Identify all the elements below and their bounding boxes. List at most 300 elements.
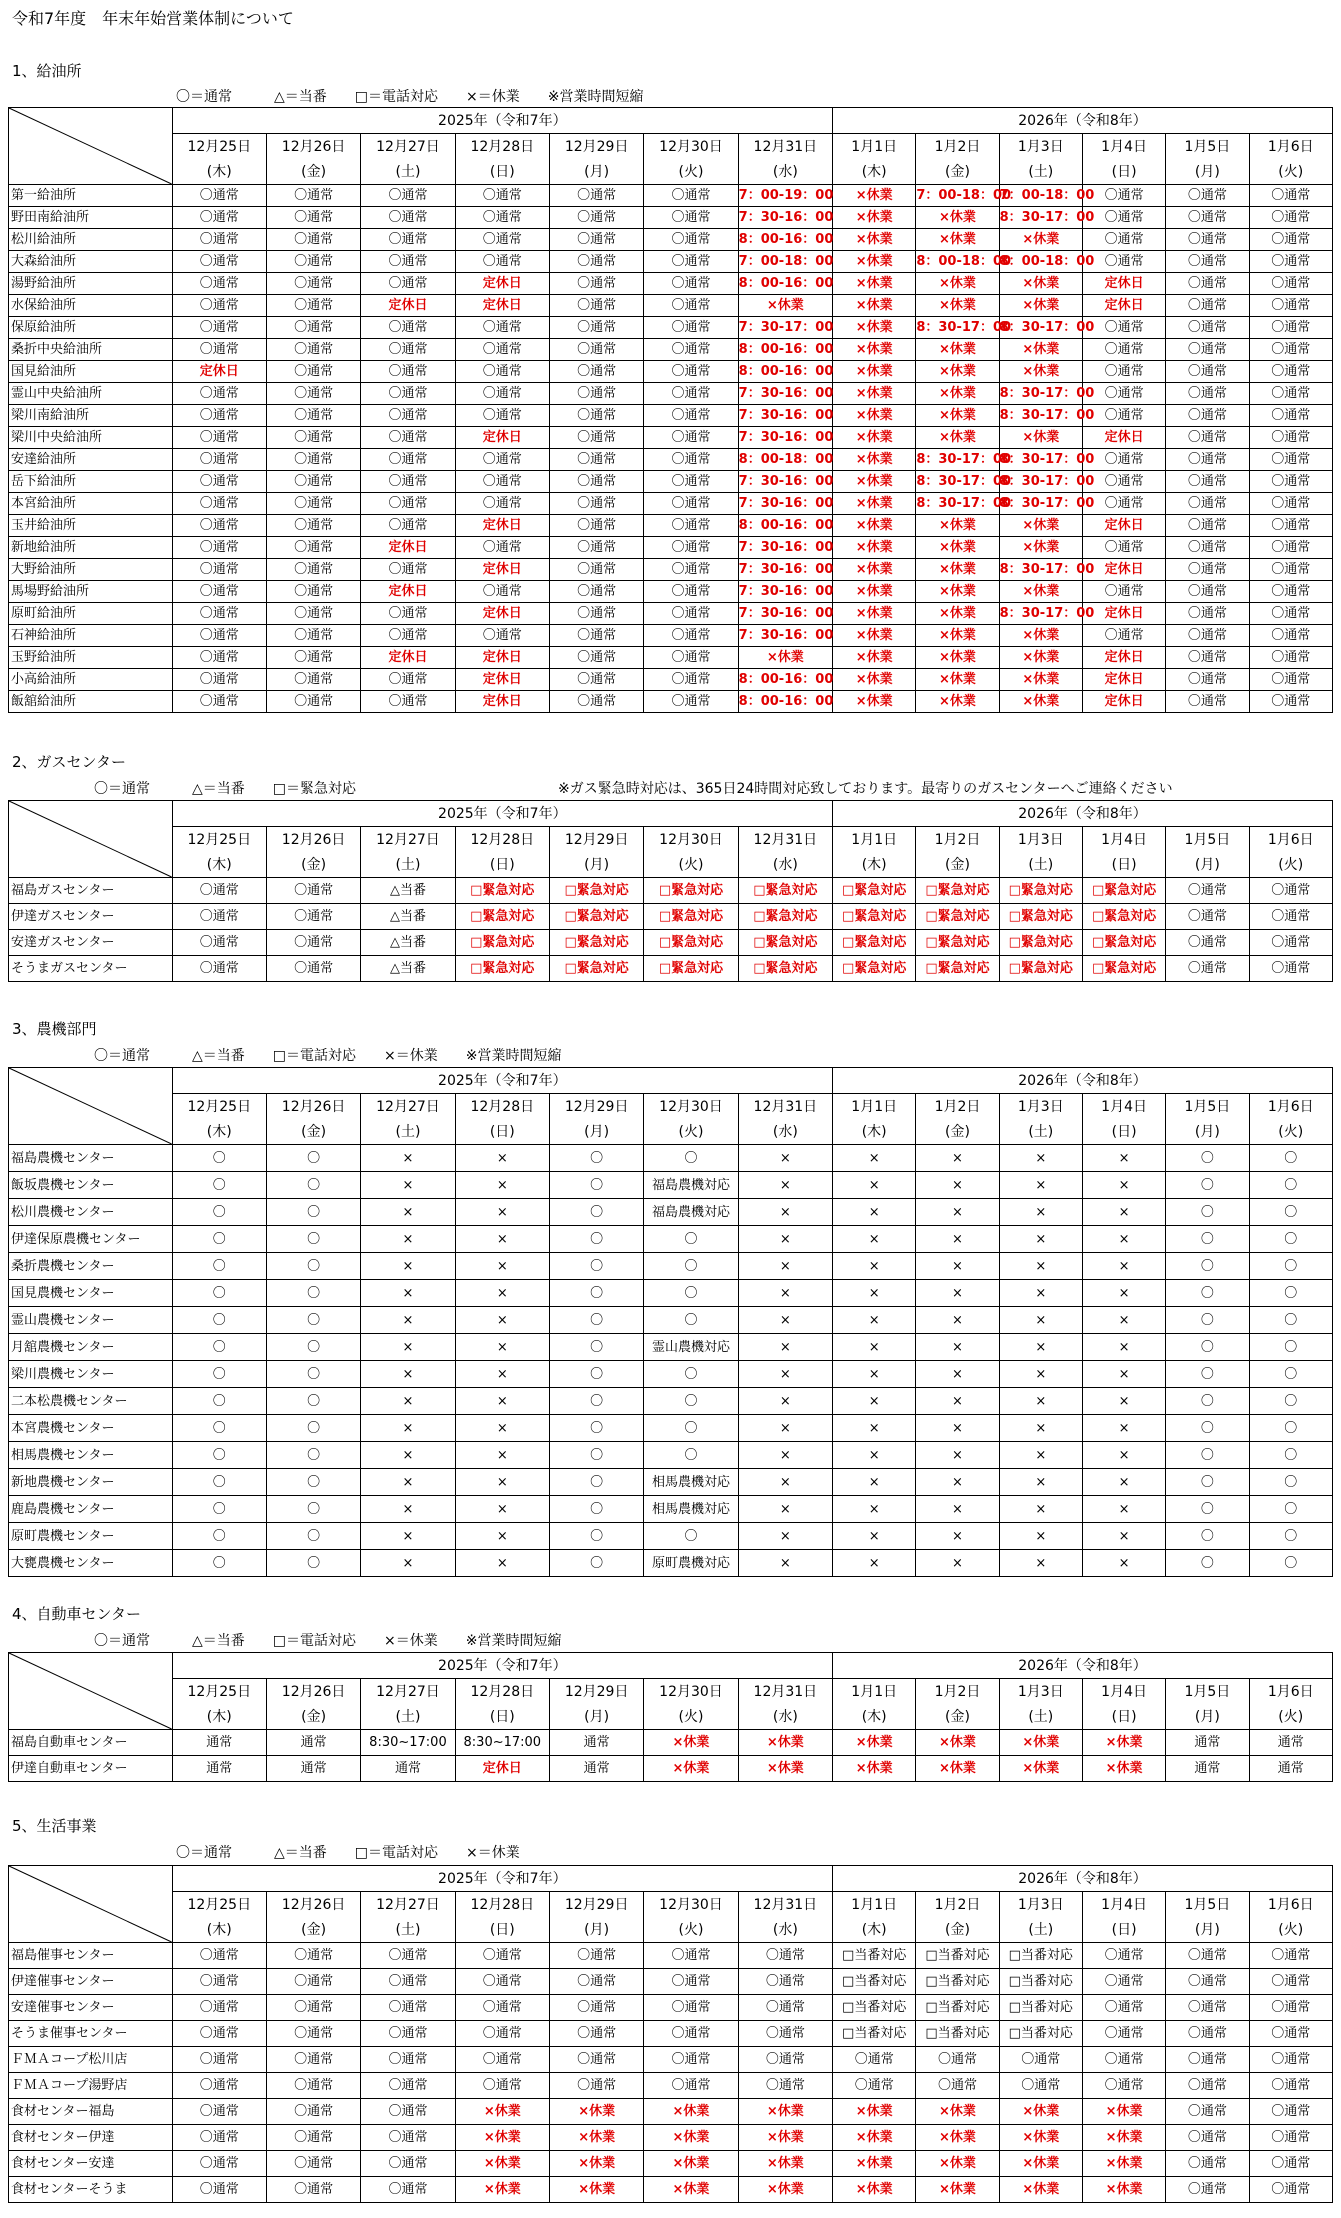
date-header: 1月3日 — [999, 1094, 1082, 1120]
status-cell: 〇 — [644, 1415, 738, 1442]
status-cell: 〇通常 — [1249, 2125, 1332, 2151]
legend-gas: 〇＝通常 △＝当番 □＝緊急対応 — [94, 781, 356, 797]
status-cell: 7：30-16：00 — [738, 559, 832, 581]
row-name-cell: 玉野給油所 — [9, 647, 173, 669]
weekday-header: (土) — [361, 1918, 455, 1943]
status-cell: 定休日 — [1082, 647, 1165, 669]
status-cell: 通常 — [266, 1730, 360, 1756]
status-cell: 〇 — [266, 1496, 360, 1523]
status-cell: 〇通常 — [1249, 317, 1332, 339]
weekday-header: (金) — [916, 1705, 999, 1730]
status-cell: 〇通常 — [1249, 2177, 1332, 2203]
status-cell: 〇通常 — [1166, 2125, 1249, 2151]
status-cell: 〇通常 — [1166, 471, 1249, 493]
status-cell: 〇通常 — [455, 1943, 549, 1969]
status-cell: 〇通常 — [1166, 2151, 1249, 2177]
table-row — [9, 904, 1333, 930]
status-cell: 〇 — [172, 1226, 266, 1253]
status-cell: 〇 — [1166, 1496, 1249, 1523]
status-cell: ×休業 — [833, 559, 916, 581]
status-cell: 〇通常 — [1166, 1995, 1249, 2021]
row-name-cell: 霊山農機センター — [9, 1307, 173, 1334]
status-cell: □緊急対応 — [455, 956, 549, 982]
weekday-header: (土) — [999, 853, 1082, 878]
status-cell: ×休業 — [833, 2125, 916, 2151]
status-cell: 〇通常 — [644, 471, 738, 493]
life-business-table — [8, 1865, 1333, 2203]
status-cell: ×休業 — [916, 2125, 999, 2151]
table-row — [9, 2099, 1333, 2125]
status-cell: 〇通常 — [1166, 185, 1249, 207]
status-cell: ×休業 — [999, 295, 1082, 317]
status-cell: 相馬農機対応 — [644, 1469, 738, 1496]
status-cell: × — [833, 1172, 916, 1199]
status-cell: 〇通常 — [1166, 2099, 1249, 2125]
status-cell: 〇通常 — [1082, 493, 1165, 515]
status-cell: □当番対応 — [833, 2021, 916, 2047]
status-cell: 〇通常 — [549, 2021, 643, 2047]
status-cell: 〇通常 — [455, 339, 549, 361]
status-cell: 〇通常 — [266, 2151, 360, 2177]
status-cell: 定休日 — [1082, 295, 1165, 317]
status-cell: 7：30-16：00 — [738, 603, 832, 625]
status-cell: 〇通常 — [1082, 625, 1165, 647]
status-cell: 〇通常 — [1249, 2021, 1332, 2047]
row-name-cell: 飯舘給油所 — [9, 691, 173, 713]
status-cell: 〇 — [1166, 1280, 1249, 1307]
status-cell: 〇通常 — [738, 1943, 832, 1969]
status-cell: 〇通常 — [916, 2073, 999, 2099]
status-cell: ×休業 — [738, 1730, 832, 1756]
status-cell: × — [455, 1199, 549, 1226]
status-cell: × — [1082, 1442, 1165, 1469]
year-2026-header: 2026年（令和8年） — [833, 1866, 1333, 1892]
weekday-header: (土) — [361, 853, 455, 878]
status-cell: 〇通常 — [266, 361, 360, 383]
status-cell: × — [999, 1280, 1082, 1307]
status-cell: 〇 — [549, 1415, 643, 1442]
status-cell: ×休業 — [1082, 2125, 1165, 2151]
status-cell: 〇通常 — [266, 2073, 360, 2099]
status-cell: 〇通常 — [1166, 904, 1249, 930]
status-cell: × — [999, 1361, 1082, 1388]
status-cell: 〇通常 — [644, 383, 738, 405]
status-cell: × — [738, 1307, 832, 1334]
status-cell: 〇通常 — [1082, 2047, 1165, 2073]
status-cell: 〇通常 — [266, 1943, 360, 1969]
status-cell: 〇通常 — [1082, 2021, 1165, 2047]
weekday-header: (木) — [833, 1120, 916, 1145]
status-cell: ×休業 — [833, 625, 916, 647]
status-cell: 8：30-17：00 — [916, 471, 999, 493]
status-cell: 8：00-16：00 — [738, 339, 832, 361]
status-cell: ×休業 — [549, 2151, 643, 2177]
weekday-header: (土) — [999, 1918, 1082, 1943]
status-cell: 〇通常 — [549, 2073, 643, 2099]
legend-fuel: 〇＝通常 △＝当番 □＝電話対応 ×＝休業 ※営業時間短縮 — [176, 89, 644, 105]
diagonal-line — [9, 801, 172, 877]
status-cell: × — [833, 1388, 916, 1415]
status-cell: × — [738, 1334, 832, 1361]
weekday-header: (木) — [833, 160, 916, 185]
status-cell: 定休日 — [361, 647, 455, 669]
table-row — [9, 625, 1333, 647]
status-cell: 7：30-16：00 — [738, 383, 832, 405]
status-cell: 〇 — [1166, 1550, 1249, 1577]
status-cell: □緊急対応 — [916, 904, 999, 930]
status-cell: × — [916, 1307, 999, 1334]
status-cell: × — [455, 1307, 549, 1334]
year-2025-header: 2025年（令和7年） — [172, 1866, 832, 1892]
row-name-cell: 食材センターそうま — [9, 2177, 173, 2203]
status-cell: 〇通常 — [644, 581, 738, 603]
date-header: 12月26日 — [266, 1679, 360, 1705]
status-cell: × — [916, 1280, 999, 1307]
weekday-header: (木) — [172, 1918, 266, 1943]
row-name-cell: 本宮給油所 — [9, 493, 173, 515]
status-cell: ×休業 — [999, 2177, 1082, 2203]
status-cell: 〇通常 — [266, 1969, 360, 1995]
status-cell: 〇通常 — [1166, 2021, 1249, 2047]
status-cell: □緊急対応 — [738, 956, 832, 982]
status-cell: 原町農機対応 — [644, 1550, 738, 1577]
status-cell: ×休業 — [999, 581, 1082, 603]
status-cell: × — [455, 1226, 549, 1253]
table-row — [9, 493, 1333, 515]
date-header: 12月28日 — [455, 134, 549, 160]
status-cell: 8:30~17:00 — [361, 1730, 455, 1756]
status-cell: 定休日 — [361, 581, 455, 603]
row-name-cell: 松川給油所 — [9, 229, 173, 251]
row-name-cell: 原町給油所 — [9, 603, 173, 625]
status-cell: 〇通常 — [266, 339, 360, 361]
status-cell: × — [1082, 1415, 1165, 1442]
status-cell: 8:30~17:00 — [455, 1730, 549, 1756]
status-cell: 〇通常 — [172, 2151, 266, 2177]
status-cell: × — [361, 1496, 455, 1523]
status-cell: 〇通常 — [1166, 956, 1249, 982]
status-cell: □緊急対応 — [1082, 930, 1165, 956]
status-cell: □緊急対応 — [833, 930, 916, 956]
status-cell: ×休業 — [916, 2151, 999, 2177]
status-cell: 〇通常 — [644, 691, 738, 713]
row-name-cell: 湯野給油所 — [9, 273, 173, 295]
status-cell: 〇通常 — [549, 229, 643, 251]
date-header: 12月29日 — [549, 1094, 643, 1120]
status-cell: ×休業 — [1082, 1730, 1165, 1756]
status-cell: × — [361, 1415, 455, 1442]
status-cell: 〇 — [266, 1388, 360, 1415]
section-title-agri: 3、農機部門 — [12, 1020, 97, 1038]
status-cell: × — [833, 1442, 916, 1469]
status-cell: ×休業 — [833, 1730, 916, 1756]
row-name-cell: 安達催事センター — [9, 1995, 173, 2021]
status-cell: × — [916, 1334, 999, 1361]
status-cell: 定休日 — [1082, 559, 1165, 581]
status-cell: 〇通常 — [172, 2177, 266, 2203]
status-cell: × — [999, 1172, 1082, 1199]
table-row — [9, 1730, 1333, 1756]
row-name-cell: 大森給油所 — [9, 251, 173, 273]
status-cell: 〇通常 — [644, 251, 738, 273]
status-cell: × — [1082, 1280, 1165, 1307]
status-cell: 〇通常 — [999, 2073, 1082, 2099]
status-cell: 〇通常 — [738, 2047, 832, 2073]
status-cell: □緊急対応 — [644, 956, 738, 982]
status-cell: × — [833, 1253, 916, 1280]
status-cell: □当番対応 — [999, 2021, 1082, 2047]
row-name-cell: そうまガスセンター — [9, 956, 173, 982]
date-header: 1月4日 — [1082, 1892, 1165, 1918]
status-cell: 〇通常 — [266, 383, 360, 405]
weekday-header: (日) — [1082, 1120, 1165, 1145]
table-row — [9, 1496, 1333, 1523]
status-cell: 〇 — [1166, 1199, 1249, 1226]
status-cell: 7：30-16：00 — [738, 405, 832, 427]
date-header: 1月1日 — [833, 134, 916, 160]
weekday-header: (土) — [361, 1705, 455, 1730]
status-cell: 〇通常 — [1249, 251, 1332, 273]
status-cell: × — [1082, 1253, 1165, 1280]
status-cell: ×休業 — [833, 185, 916, 207]
status-cell: 〇通常 — [361, 691, 455, 713]
status-cell: 〇通常 — [549, 185, 643, 207]
status-cell: × — [833, 1199, 916, 1226]
status-cell: 〇通常 — [644, 537, 738, 559]
status-cell: 〇通常 — [644, 229, 738, 251]
status-cell: ×休業 — [999, 669, 1082, 691]
row-name-cell: 桑折中央給油所 — [9, 339, 173, 361]
status-cell: 〇通常 — [172, 537, 266, 559]
status-cell: 〇通常 — [266, 537, 360, 559]
weekday-header: (日) — [1082, 160, 1165, 185]
weekday-header: (火) — [1249, 1918, 1332, 1943]
date-header: 1月2日 — [916, 827, 999, 853]
status-cell: × — [738, 1442, 832, 1469]
status-cell: × — [361, 1172, 455, 1199]
row-name-cell: 原町農機センター — [9, 1523, 173, 1550]
status-cell: × — [833, 1226, 916, 1253]
status-cell: ×休業 — [916, 427, 999, 449]
status-cell: × — [455, 1172, 549, 1199]
status-cell: 通常 — [1249, 1756, 1332, 1782]
status-cell: 〇通常 — [1082, 471, 1165, 493]
year-2025-header: 2025年（令和7年） — [172, 108, 832, 134]
status-cell: 〇 — [266, 1523, 360, 1550]
status-cell: 8：00-16：00 — [738, 273, 832, 295]
weekday-header: (日) — [455, 1705, 549, 1730]
status-cell: 〇 — [644, 1442, 738, 1469]
status-cell: 7：30-16：00 — [738, 625, 832, 647]
table-row — [9, 185, 1333, 207]
status-cell: 定休日 — [455, 1756, 549, 1782]
status-cell: 〇通常 — [1082, 361, 1165, 383]
status-cell: 〇通常 — [266, 2021, 360, 2047]
status-cell: × — [916, 1361, 999, 1388]
status-cell: 〇 — [1249, 1442, 1332, 1469]
status-cell: 〇通常 — [1249, 625, 1332, 647]
date-header: 12月25日 — [172, 1892, 266, 1918]
status-cell: × — [455, 1388, 549, 1415]
status-cell: 〇通常 — [644, 273, 738, 295]
weekday-header: (木) — [833, 1705, 916, 1730]
date-header: 12月28日 — [455, 1679, 549, 1705]
date-header: 1月3日 — [999, 134, 1082, 160]
status-cell: 〇通常 — [361, 2177, 455, 2203]
status-cell: 〇 — [172, 1442, 266, 1469]
corner-cell — [9, 108, 173, 185]
status-cell: 〇通常 — [1249, 537, 1332, 559]
status-cell: 〇通常 — [266, 603, 360, 625]
status-cell: 〇通常 — [1082, 581, 1165, 603]
status-cell: 〇通常 — [361, 2125, 455, 2151]
status-cell: × — [1082, 1172, 1165, 1199]
status-cell: 〇通常 — [361, 361, 455, 383]
status-cell: ×休業 — [999, 2099, 1082, 2125]
status-cell: 〇通常 — [266, 581, 360, 603]
status-cell: 〇通常 — [266, 207, 360, 229]
row-name-cell: 玉井給油所 — [9, 515, 173, 537]
status-cell: ×休業 — [833, 2099, 916, 2125]
status-cell: 〇 — [1249, 1145, 1332, 1172]
date-header-row — [9, 1892, 1333, 1918]
diagonal-line — [9, 1866, 172, 1942]
status-cell: 〇通常 — [361, 405, 455, 427]
table-row — [9, 1307, 1333, 1334]
status-cell: □緊急対応 — [738, 878, 832, 904]
table-row — [9, 405, 1333, 427]
status-cell: 〇 — [172, 1388, 266, 1415]
status-cell: × — [916, 1253, 999, 1280]
status-cell: 〇通常 — [549, 1995, 643, 2021]
status-cell: ×休業 — [455, 2125, 549, 2151]
status-cell: 7：00-19：00 — [738, 185, 832, 207]
date-header: 1月6日 — [1249, 1679, 1332, 1705]
section-title-auto: 4、自動車センター — [12, 1605, 141, 1623]
date-header: 12月25日 — [172, 1679, 266, 1705]
row-name-cell: 新地農機センター — [9, 1469, 173, 1496]
status-cell: 〇通常 — [266, 515, 360, 537]
year-2026-header: 2026年（令和8年） — [833, 1068, 1333, 1094]
status-cell: 〇通常 — [455, 405, 549, 427]
status-cell: 〇通常 — [1166, 427, 1249, 449]
status-cell: ×休業 — [1082, 1756, 1165, 1782]
weekday-header: (金) — [266, 1918, 360, 1943]
status-cell: 〇通常 — [455, 2073, 549, 2099]
status-cell: □緊急対応 — [1082, 878, 1165, 904]
status-cell: 8：30-17：00 — [916, 449, 999, 471]
status-cell: 〇 — [549, 1469, 643, 1496]
weekday-header: (土) — [361, 160, 455, 185]
status-cell: 〇通常 — [361, 273, 455, 295]
date-header: 12月27日 — [361, 1679, 455, 1705]
year-2025-header: 2025年（令和7年） — [172, 1068, 832, 1094]
status-cell: 〇通常 — [172, 317, 266, 339]
status-cell: 〇通常 — [549, 559, 643, 581]
status-cell: ×休業 — [916, 1730, 999, 1756]
weekday-header: (月) — [1166, 1120, 1249, 1145]
weekday-header: (火) — [644, 1120, 738, 1145]
status-cell: 〇通常 — [549, 449, 643, 471]
status-cell: 〇 — [172, 1523, 266, 1550]
section-title-life: 5、生活事業 — [12, 1817, 97, 1835]
status-cell: × — [916, 1523, 999, 1550]
status-cell: × — [916, 1199, 999, 1226]
status-cell: 〇通常 — [266, 930, 360, 956]
status-cell: 〇通常 — [361, 2073, 455, 2099]
status-cell: 〇通常 — [549, 669, 643, 691]
status-cell: 8：00-18：00 — [999, 251, 1082, 273]
status-cell: 〇 — [549, 1145, 643, 1172]
year-header-row — [9, 801, 1333, 827]
status-cell: ×休業 — [644, 2099, 738, 2125]
date-header: 12月30日 — [644, 1892, 738, 1918]
status-cell: ×休業 — [916, 669, 999, 691]
status-cell: 〇通常 — [172, 405, 266, 427]
status-cell: 〇通常 — [1166, 449, 1249, 471]
status-cell: × — [833, 1361, 916, 1388]
status-cell: 〇 — [172, 1334, 266, 1361]
table-row — [9, 581, 1333, 603]
status-cell: 〇通常 — [549, 647, 643, 669]
status-cell: 〇通常 — [1249, 2047, 1332, 2073]
status-cell: 〇通常 — [1166, 1943, 1249, 1969]
weekday-header: (火) — [1249, 853, 1332, 878]
status-cell: 〇通常 — [1166, 2047, 1249, 2073]
status-cell: ×休業 — [916, 515, 999, 537]
status-cell: 〇通常 — [361, 471, 455, 493]
status-cell: × — [999, 1415, 1082, 1442]
status-cell: ×休業 — [833, 581, 916, 603]
weekday-header: (土) — [999, 1120, 1082, 1145]
status-cell: × — [833, 1523, 916, 1550]
status-cell: ×休業 — [644, 2151, 738, 2177]
status-cell: 〇通常 — [455, 185, 549, 207]
table-row — [9, 1361, 1333, 1388]
status-cell: 〇 — [549, 1199, 643, 1226]
date-header: 12月28日 — [455, 1892, 549, 1918]
status-cell: 〇通常 — [361, 603, 455, 625]
status-cell: ×休業 — [644, 2125, 738, 2151]
status-cell: △当番 — [361, 930, 455, 956]
status-cell: 〇 — [1166, 1307, 1249, 1334]
table-row — [9, 647, 1333, 669]
diagonal-line — [9, 108, 172, 184]
weekday-header: (月) — [549, 160, 643, 185]
year-2025-header: 2025年（令和7年） — [172, 1653, 832, 1679]
weekday-header: (木) — [833, 1918, 916, 1943]
status-cell: 〇通常 — [455, 2021, 549, 2047]
weekday-header: (金) — [266, 1120, 360, 1145]
status-cell: 〇通常 — [549, 1969, 643, 1995]
status-cell: □緊急対応 — [1082, 904, 1165, 930]
status-cell: △当番 — [361, 878, 455, 904]
status-cell: 〇通常 — [172, 559, 266, 581]
row-name-cell: 小高給油所 — [9, 669, 173, 691]
status-cell: × — [361, 1523, 455, 1550]
date-header: 12月26日 — [266, 827, 360, 853]
status-cell: ×休業 — [833, 207, 916, 229]
row-name-cell: 鹿島農機センター — [9, 1496, 173, 1523]
status-cell: 〇通常 — [644, 405, 738, 427]
date-header: 12月30日 — [644, 1094, 738, 1120]
row-name-cell: 福島催事センター — [9, 1943, 173, 1969]
status-cell: 〇通常 — [172, 427, 266, 449]
table-row — [9, 2151, 1333, 2177]
status-cell: 〇通常 — [549, 295, 643, 317]
row-name-cell: ＦＭＡコープ松川店 — [9, 2047, 173, 2073]
weekday-header: (日) — [455, 1120, 549, 1145]
